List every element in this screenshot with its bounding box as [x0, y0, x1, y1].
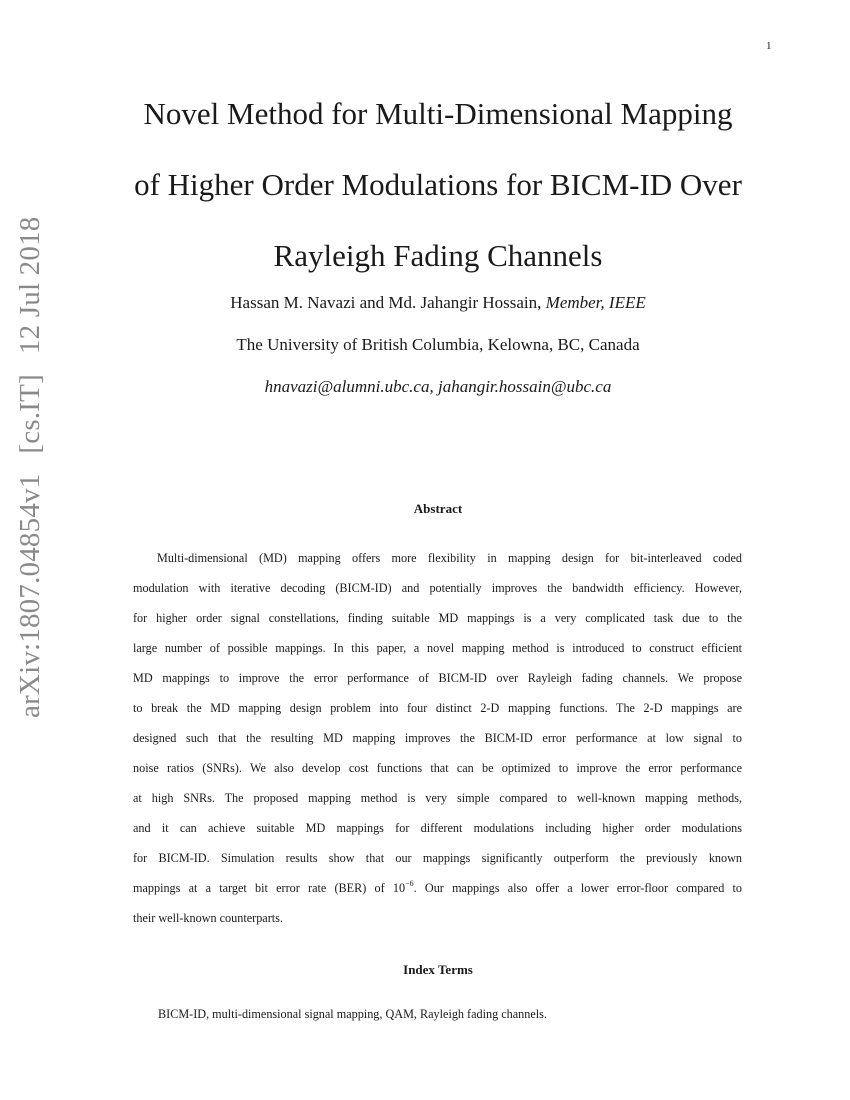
abstract-line: at high SNRs. The proposed mapping method is very simple compared to well-known mapping methods, [133, 791, 742, 805]
arxiv-stamp [14, 197, 47, 718]
arxiv-category: [cs.IT] [14, 374, 46, 454]
abstract-body [133, 543, 742, 933]
author-emails: hnavazi@alumni.ubc.ca, jahangir.hossain@ubc.ca [264, 377, 612, 396]
title-line: Novel Method for Multi-Dimensional Mapping [143, 96, 733, 131]
abstract-line: Multi-dimensional (MD) mapping offers more flexibility in mapping design for bit-interleaved coded [157, 551, 742, 565]
abstract-line: to break the MD mapping design problem into four distinct 2-D mapping functions. The 2-D mappings are [133, 701, 742, 715]
abstract-line: modulation with iterative decoding (BICM-ID) and potentially improves the bandwidth efficiency. However, [133, 581, 742, 595]
affiliation: The University of British Columbia, Kelowna, BC, Canada [236, 335, 640, 354]
page-number: 1 [766, 40, 772, 52]
abstract-line: and it can achieve suitable MD mappings for different modulations including higher order modulations [133, 821, 742, 835]
author-membership: Member, IEEE [545, 293, 646, 312]
abstract-line: noise ratios (SNRs). We also develop cost functions that can be optimized to improve the error performance [133, 761, 742, 775]
abstract-line [133, 873, 742, 903]
index-terms-heading: Index Terms [403, 962, 473, 977]
abstract-line: designed such that the resulting MD mapping improves the BICM-ID error performance at low signal to [133, 731, 742, 745]
paper-title [60, 78, 816, 291]
arxiv-date: 12 Jul 2018 [14, 216, 46, 355]
title-line: Rayleigh Fading Channels [273, 238, 603, 273]
abstract-line: for BICM-ID. Simulation results show that our mappings significantly outperform the previously known [133, 851, 742, 865]
ber-text-cont: . Our mappings also offer a lower error-floor compared to [413, 881, 742, 895]
author-names: Hassan M. Navazi and Md. Jahangir Hossain, [230, 293, 542, 312]
arxiv-id: arXiv:1807.04854v1 [14, 473, 46, 718]
abstract-line: for higher order signal constellations, finding suitable MD mappings is a very complicated task due to the [133, 611, 742, 625]
title-line: of Higher Order Modulations for BICM-ID Over [134, 167, 742, 202]
abstract-heading: Abstract [413, 501, 463, 516]
ber-text: mappings at a target bit error rate (BER) of 10 [133, 881, 406, 895]
index-terms-text: BICM-ID, multi-dimensional signal mapping, QAM, Rayleigh fading channels. [158, 1007, 547, 1021]
ber-exponent: −6 [405, 879, 414, 888]
author-line [60, 291, 816, 315]
abstract-line: their well-known counterparts. [133, 911, 283, 925]
abstract-line: large number of possible mappings. In this paper, a novel mapping method is introduced to construct efficient [133, 641, 742, 655]
abstract-line: MD mappings to improve the error performance of BICM-ID over Rayleigh fading channels. We propose [133, 671, 742, 685]
